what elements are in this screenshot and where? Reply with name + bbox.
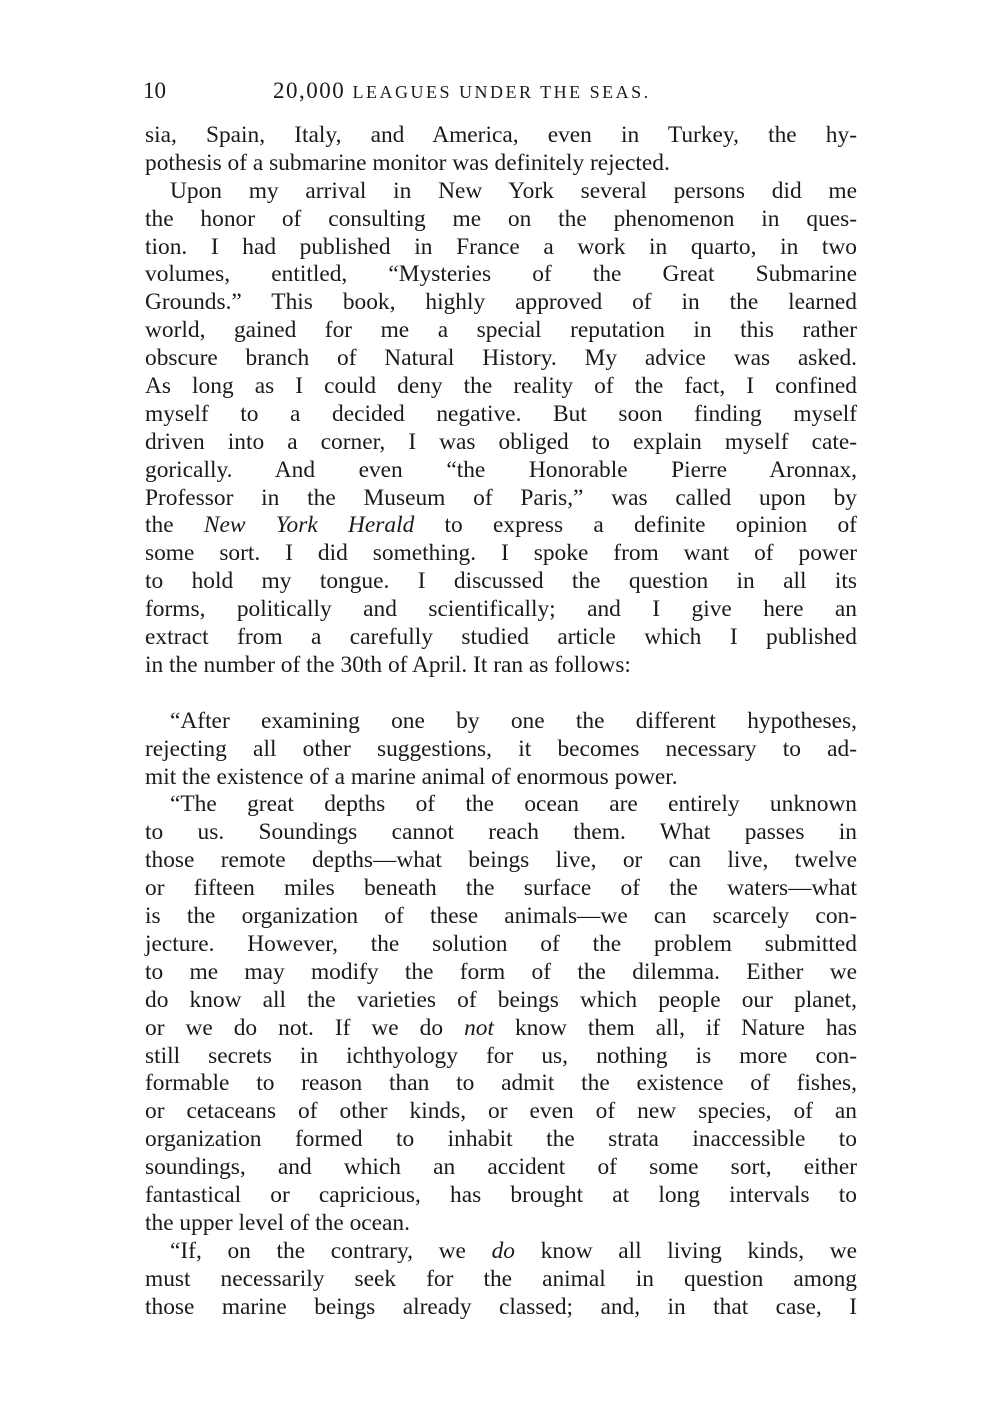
text-line: Grounds.” This book, highly approved of in the learned bbox=[145, 289, 857, 316]
text-line: “The great depths of the ocean are entirely unknown bbox=[170, 791, 857, 818]
text-line: volumes, entitled, “Mysteries of the Great Submarine bbox=[145, 261, 857, 288]
text-line: sia, Spain, Italy, and America, even in Turkey, the hy- bbox=[145, 122, 857, 148]
paragraph-gap bbox=[145, 680, 857, 708]
text-line: driven into a corner, I was obliged to explain myself cate- bbox=[145, 428, 857, 455]
do-prefix: “If, on the contrary, we bbox=[170, 1237, 492, 1264]
text-line: the upper level of the ocean. bbox=[145, 1209, 410, 1236]
emphasis-do: do bbox=[491, 1237, 515, 1264]
text-line: obscure branch of Natural History. My advice was asked. bbox=[145, 345, 857, 372]
text-line: jecture. However, the solution of the problem submitted bbox=[145, 930, 857, 957]
text-line: or cetaceans of other kinds, or even of new species, of an bbox=[145, 1098, 857, 1125]
text-line: Upon my arrival in New York several persons did me bbox=[170, 177, 857, 204]
text-line: As long as I could deny the reality of the fact, I confined bbox=[145, 373, 857, 400]
quote-depths bbox=[145, 791, 857, 1237]
text-line: mit the existence of a marine animal of enormous power. bbox=[145, 763, 678, 790]
paragraph-continued bbox=[145, 122, 857, 178]
text-line-do bbox=[145, 1238, 857, 1266]
text-line: to me may modify the form of the dilemma. Either we bbox=[145, 958, 857, 985]
running-head bbox=[143, 74, 863, 108]
text-line: those remote depths—what beings live, or can live, twelve bbox=[145, 847, 857, 874]
herald-prefix: the bbox=[145, 512, 204, 539]
text-line: to us. Soundings cannot reach them. What passes in bbox=[145, 819, 857, 846]
paragraph-arrival bbox=[145, 178, 857, 680]
text-line-not bbox=[145, 1015, 857, 1043]
text-line: do know all the varieties of beings which people our planet, bbox=[145, 986, 857, 1013]
quote-contrary bbox=[145, 1238, 857, 1322]
newspaper-title: New York Herald bbox=[203, 512, 415, 539]
emphasis-not: not bbox=[464, 1014, 494, 1041]
text-line: Professor in the Museum of Paris,” was called upon by bbox=[145, 484, 857, 511]
do-suffix: know all living kinds, we bbox=[514, 1237, 857, 1264]
text-line: fantastical or capricious, has brought at long intervals to bbox=[145, 1181, 857, 1208]
herald-suffix: to express a definite opinion of bbox=[414, 512, 857, 539]
body-text bbox=[145, 122, 857, 1321]
text-line: rejecting all other suggestions, it becomes necessary to ad- bbox=[145, 735, 857, 762]
text-line: must necessarily seek for the animal in question among bbox=[145, 1265, 857, 1292]
text-line: organization formed to inhabit the strata inaccessible to bbox=[145, 1126, 857, 1153]
book-title-words: LEAGUES UNDER THE SEAS. bbox=[352, 82, 651, 102]
text-line: formable to reason than to admit the existence of fishes, bbox=[145, 1070, 857, 1097]
text-line: extract from a carefully studied article which I published bbox=[145, 624, 857, 651]
text-line: still secrets in ichthyology for us, nothing is more con- bbox=[145, 1042, 857, 1069]
text-line-herald bbox=[145, 512, 857, 540]
not-prefix: or we do not. If we do bbox=[145, 1014, 465, 1041]
text-line: gorically. And even “the Honorable Pierre Aronnax, bbox=[145, 456, 857, 483]
quote-hypotheses bbox=[145, 708, 857, 792]
text-line: in the number of the 30th of April. It ran as follows: bbox=[145, 651, 631, 678]
text-line: soundings, and which an accident of some sort, either bbox=[145, 1154, 857, 1181]
text-line: some sort. I did something. I spoke from want of power bbox=[145, 540, 857, 567]
text-line: the honor of consulting me on the phenomenon in ques- bbox=[145, 205, 857, 232]
book-title-number: 20,000 bbox=[273, 78, 346, 103]
text-line: forms, politically and scientifically; and I give here an bbox=[145, 596, 857, 623]
text-line: world, gained for me a special reputation in this rather bbox=[145, 317, 857, 344]
page-number: 10 bbox=[143, 78, 166, 103]
book-title bbox=[273, 74, 651, 109]
text-line: tion. I had published in France a work in quarto, in two bbox=[145, 233, 857, 260]
text-line: those marine beings already classed; and, in that case, I bbox=[145, 1293, 857, 1320]
text-line: pothesis of a submarine monitor was definitely rejected. bbox=[145, 149, 670, 176]
not-suffix: know them all, if Nature has bbox=[493, 1014, 857, 1041]
text-line: “After examining one by one the different hypotheses, bbox=[170, 707, 857, 734]
text-line: or fifteen miles beneath the surface of the waters—what bbox=[145, 875, 857, 902]
text-line: is the organization of these animals—we can scarcely con- bbox=[145, 903, 857, 930]
text-line: myself to a decided negative. But soon finding myself bbox=[145, 400, 857, 427]
text-line: to hold my tongue. I discussed the question in all its bbox=[145, 568, 857, 595]
